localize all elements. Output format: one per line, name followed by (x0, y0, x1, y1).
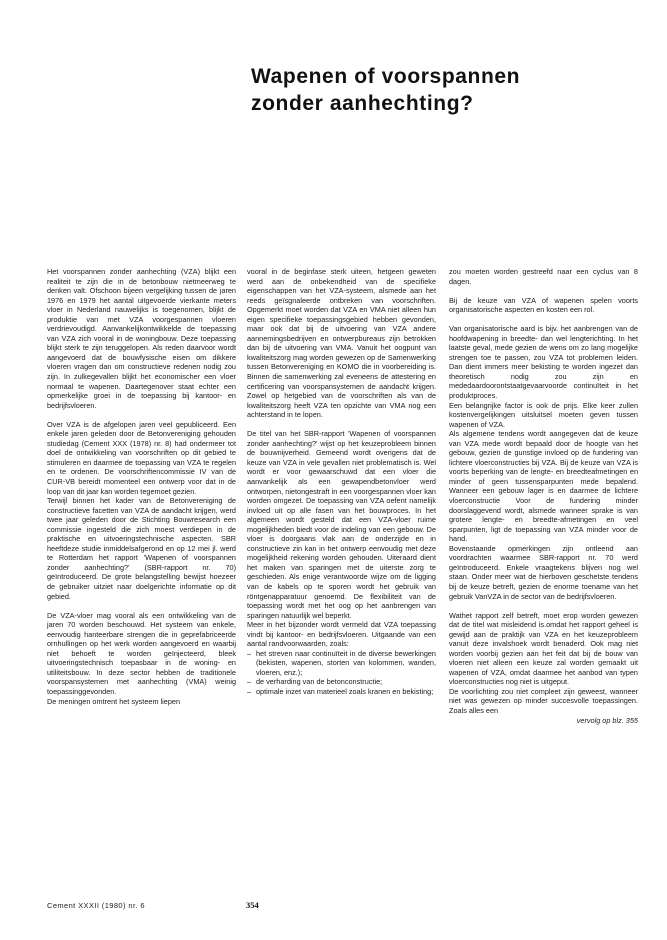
paragraph: Het voorspannen zonder aanhechting (VZA) blijkt een realiteit te zijn die in de betonbouw nietmeerweg te denken valt. Ofschoon bijeen vergelijking tussen de jaren 1976 en 1979 het aantal uitgevoerde vierkante meters vloer in Nederland nauwelijks is toegenomen, blijkt de produktie van met VZA voorgespannen vloeren verdrievoudigd. Aanvankelijkontwikkelde de toepassing van VZA zich vooral in de woningbouw. Deze toepassing blijkt sterk te zijn teruggelopen. Als reden daarvoor wordt aangevoerd dat de bouwfysische eisen om dikkere vloeren vragen dan om constructieve redenen nodig zou zijn. In zulkegevallen blijkt het economischer een vloer normaal te wapenen. Daartegenover staat echter een opmerkelijke groei in de toepassing bij kantoor- en bedrijfsvloeren. (47, 267, 236, 410)
text-column-1 (47, 267, 236, 716)
paragraph: Van organisatorische aard is bijv. het aanbrengen van de hoofdwapening in breedte- dan wel lengterichting. In het laatste geval, mede gezien de wens om zo lang mogelijke strengen toe te passen, zou VZA tot problemen leiden. Dan dient immers meer bekisting te worden ingezet dan theoretisch nodig zou zijn en mededaardoorontstaatgevaarvoorde continuïteit in het produktproces. (449, 324, 638, 401)
list-item: – het streven naar continuïteit in de diverse bewerkingen (bekisten, wapenen, storten van kolommen, wanden, vloeren, enz.); (247, 649, 436, 678)
paragraph: vooral in de beginfase sterk uiteen, hetgeen geweten werd aan de onbekendheid van de specifieke eigenschappen van het VZA-systeem, alsmede aan het reeds geïsgnaleerde ontbreken van voorschriften. Opgemerkt moet worden dat VZA en VMA niet alleen hun eigen specifieke toepassingsgebied hebben gevonden, maar ook dat bij de uitvoering van VZA andere aannemingsbedrijven en ontwerpbureaus zijn betrokken dan bij de uitvoering van VMA. Vanuit het oogpunt van kwaliteitszorg mag worden gewezen op de Samenwerking tussen Betonvereniging en KOMO die in voorbereiding is. Binnen die samenwerking zal eveneens de attestering en certificering van voorspansystemen de aandacht krijgen. Zowel op hetgebied van de voorschriften als van de kwaliteitszorg heeft VZA ten opzichte van VMA nog een achterstand in te lopen. (247, 267, 436, 420)
page-number: 354 (246, 900, 259, 910)
paragraph: Terwijl binnen het kader van de Betonvereniging de constructieve facetten van VZA de aandacht krijgen, werd twee jaar geleden door de Stichting Bouwresearch een commissie ingesteld die zich moest verdiepen in de praktische en uitvoeringstechnische aspecten. SBR heeftdeze studie inmiddelsafgerond en op 12 mei jl. werd te Rotterdam het rapport 'Wapenen of voorspannen zonder aanhechting?' (SBR-rapport nr. 70) geïntroduceerd. De grote belangstelling bewijst hoezeer de gebruiker uitziet naar doelgerichte informatie op dit gebied. (47, 496, 236, 601)
list-item: – de verharding van de betonconstructie; (247, 677, 436, 687)
text-column-3 (449, 267, 638, 725)
paragraph: De meningen omtrent het systeem liepen (47, 696, 181, 706)
title-line-2: zonder aanhechting? (251, 92, 474, 115)
continuation-reference: vervolg op blz. 355 (576, 715, 638, 725)
paragraph: Bovenstaande opmerkingen zijn ontleend aan voordrachten waarmee SBR-rapport nr. 70 werd geïntroduceerd. Enkele vraagtekens blijven nog wel staan. Onder meer wat de hierboven geschetste tendens bij de keuze betreft, gezien de enorme toename van het gebruik VanVZA in de sector van de bedrijfsvloeren. (449, 543, 638, 601)
paragraph: Wathet rapport zelf betreft, moet erop worden gewezen dat de titel wat misleidend is.omdat het rapport geheel is gewijd aan de praktijk van VZA en het keuzeprobleem vanuit deze invalshoek wordt benaderd. Ook mag niet worden voorbij gezien aan het feit dat bij de bouw van vloeren niet alleen een keuze zal worden gemaakt uit wapenen of VZA, omdat daarmee het aanbod van typen vloerconstructies nog niet is uitgeput. (449, 610, 638, 687)
bullet-list (247, 649, 436, 697)
list-item: – optimale inzet van materieel zoals kranen en bekisting; (247, 687, 436, 697)
article-title (251, 63, 631, 117)
text-column-2 (247, 267, 436, 697)
paragraph: Bij de keuze van VZA of wapenen spelen voorts organisatorische aspecten en kosten een rol. (449, 295, 638, 315)
paragraph: Als algemene tendens wordt aangegeven dat de keuze van VZA mede wordt bepaald door de hoogte van het gebouw, gezien de gunstige invloed op de fundering van lichtere vloerconstructies bij VZA. Bij de keuze van VZA is voorts beperking van de lengte- en breedteafmetingen en minder of geen tussensparpunten mede bepalend. Wanneer een gebouw lager is en daarmee de lichtere vloerconstructie Voor de fundering minder doorslaggevend wordt, alsmede wanneer sprake is van grotere lengte- en breedte-afmetingen en veel sparpunten, ligt de toepassing van VZA minder voor de hand. (449, 429, 638, 544)
paragraph: Een belangrijke factor is ook de prijs. Elke keer zullen kostenvergelijkingen uitsluitsel moeten geven tussen wapenen of VZA. (449, 400, 638, 429)
paragraph: Meer in het bijzonder wordt vermeld dat VZA toepassing vindt bij kantoor- en bedrijfsvloeren. Uitgaande van een aantal randvoorwaarden, zoals: (247, 620, 436, 649)
title-line-1: Wapenen of voorspannen (251, 65, 521, 88)
journal-citation: Cement XXXII (1980) nr. 6 (47, 901, 145, 910)
paragraph: Over VZA is de afgelopen jaren veel gepubliceerd. Een enkele jaren geleden door de Betonvereniging gehouden studiedag (Cement XXX (1978) nr. 8) had ondermeer tot doel de ontwikkeling van voorschriften op dit gebied te stimuleren en daarmee de toepassing van VZA te regelen en te ordenen. De voorschriftencommissie IV van de CUR-VB bereidt momenteel een ontwerp voor dat in de loop van dit jaar kan worden tegemoet gezien. (47, 419, 236, 496)
paragraph: De titel van het SBR-rapport 'Wapenen of voorspannen zonder aanhechting?' wijst op het keuzeprobleem binnen de bouwnijverheid. Gemeend wordt overigens dat de keuze van VZA in vele gevallen niet problematisch is. Wel wordt er voor gewaarschuwd dat een vloer die aanvankelijk als een gewapendbetonvloer werd ontworpen, nietongestraft in een voorgespannen vloer kan worden omgezet. De toepassing van VZA oefent namelijk invloed uit op alle fasen van het bouwproces. In het algemeen wordt gesteld dat een VZA-vloer ruime mogelijkheden biedt voor de indeling van een gebouw. De vloer is doorgaans vlak aan de onderzijde en in constructieve zin kan in het ontwerp eenvoudig met deze mogelijkheid rekening worden gehouden. Uiteraard dient het maken van sparingen met de uiterste zorg te geschieden. Als enige verantwoorde wijze om de ligging van de kabels op te sporen wordt het gebruik van röntgenapparatuur genoemd. De flexibiliteit van de toepassing wordt met het oog op het aanbrengen van sparingen natuurlijk wel beperkt. (247, 429, 436, 620)
paragraph: De voorlichting zou niet compleet zijn geweest, wanneer niet was gewezen op minder succesvolle toepassingen. Zoals alles een (449, 686, 638, 716)
paragraph: zou moeten worden gestreefd naar een cyclus van 8 dagen. (449, 267, 638, 286)
paragraph: De VZA-vloer mag vooral als een ontwikkeling van de jaren 70 worden beschouwd. Het systeem van enkele, eenvoudig hanteerbare strengen die in geprefabriceerde ornhullingen op het werk worden aangevoerd en waarbij niet behoeft te worden geïnjecteerd, bleek uitvoeringstechnisch toepasbaar in de woning- en utiliteitsbouw. In deze sector hebben de traditionele voorspansystemen met aanhechting (VMA) weinig toepassinggevonden. (47, 610, 236, 696)
